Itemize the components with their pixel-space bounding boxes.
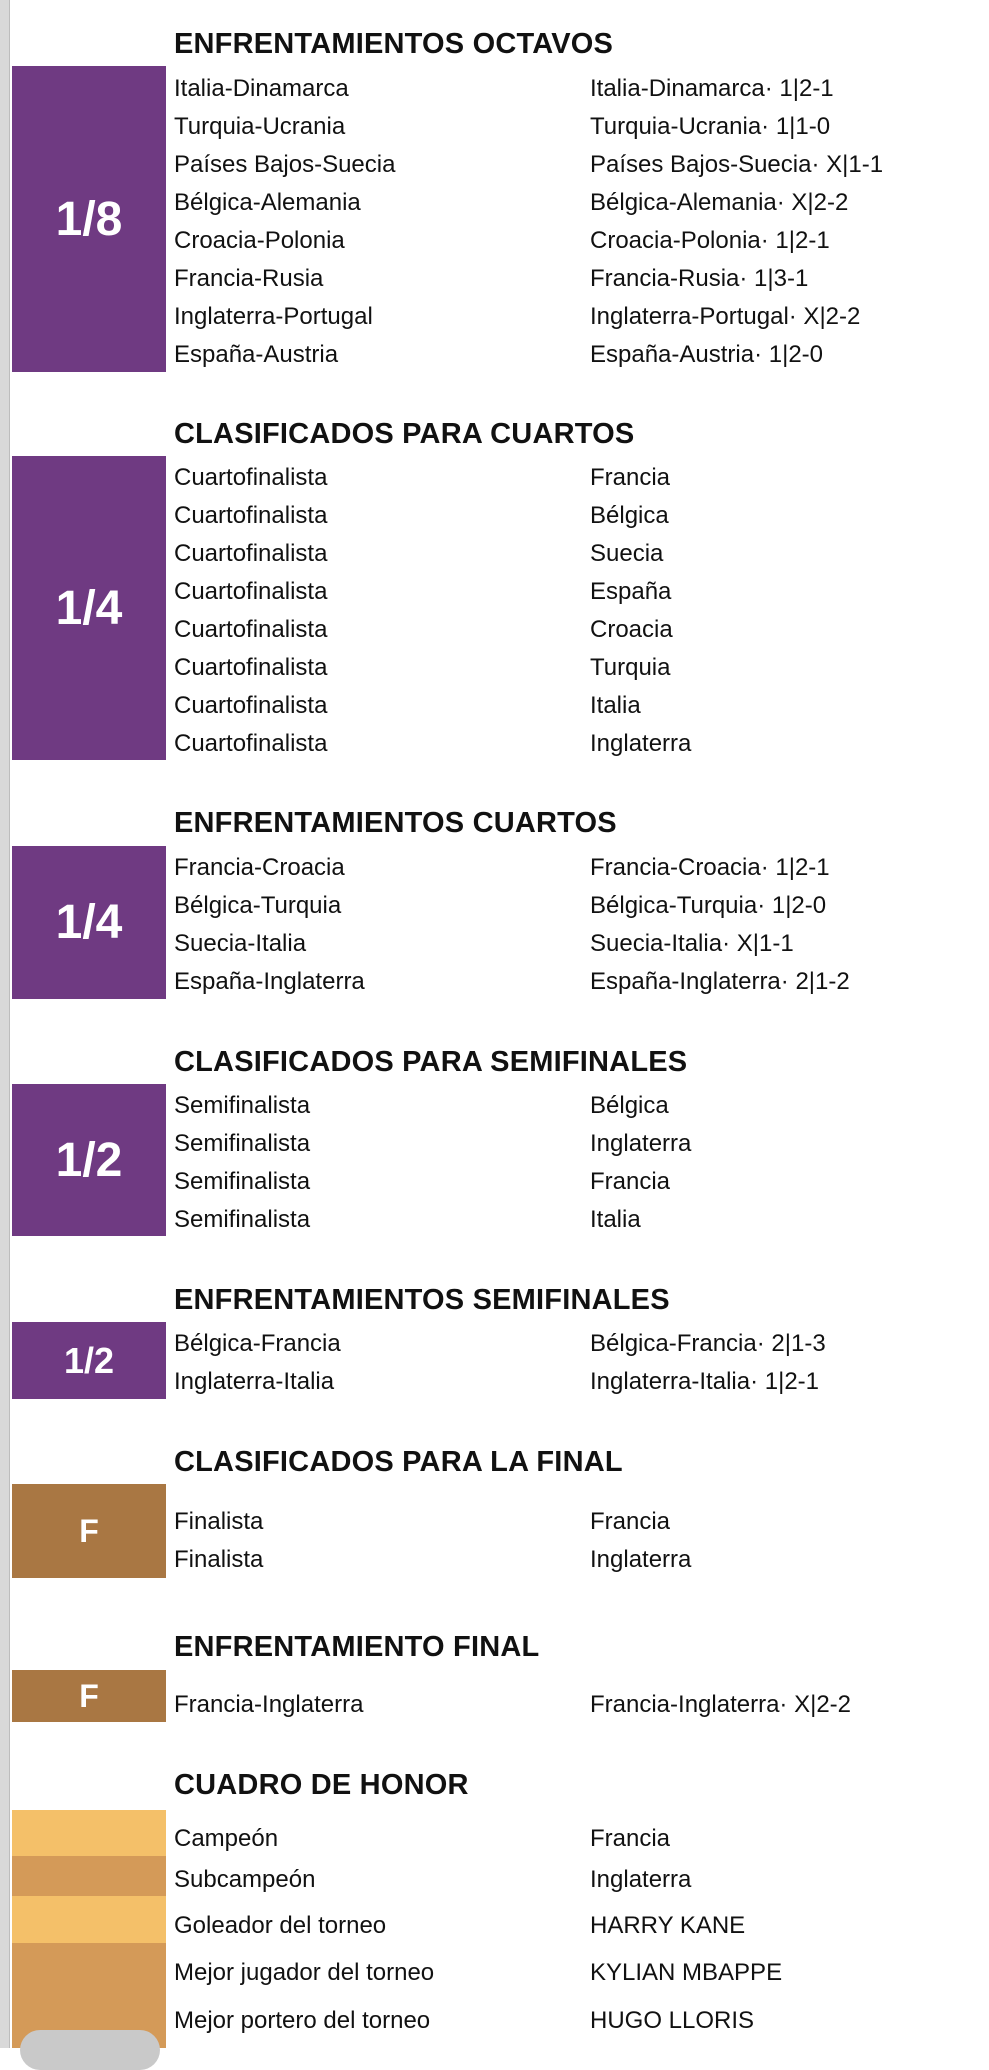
- table-row[interactable]: [174, 1861, 974, 1899]
- table-row[interactable]: [174, 649, 974, 687]
- table-row[interactable]: [174, 925, 974, 963]
- label-cell[interactable]: Semifinalista: [174, 1130, 311, 1157]
- team-cell[interactable]: Francia: [590, 1168, 671, 1195]
- table-row[interactable]: [174, 887, 974, 925]
- value-cell[interactable]: KYLIAN MBAPPE: [590, 1959, 783, 1986]
- table-row[interactable]: [174, 184, 974, 222]
- label-cell[interactable]: Semifinalista: [174, 1206, 311, 1233]
- table-row[interactable]: [174, 1125, 974, 1163]
- match-cell[interactable]: España-Inglaterra: [174, 968, 365, 995]
- section-title-cuadro-honor: CUADRO DE HONOR: [174, 1769, 469, 1801]
- table-row[interactable]: [174, 687, 974, 725]
- team-cell[interactable]: Bélgica: [590, 502, 669, 529]
- value-cell[interactable]: Francia: [590, 1825, 671, 1852]
- round-badge-cuartos-matches: 1/4: [12, 846, 166, 999]
- result-cell[interactable]: Francia-Rusia· 1|3-1: [590, 265, 809, 292]
- result-cell[interactable]: Bélgica-Turquia· 1|2-0: [590, 892, 827, 919]
- table-row[interactable]: [174, 336, 974, 374]
- match-cell[interactable]: Inglaterra-Italia: [174, 1368, 335, 1395]
- section-title-enfrentamientos-semifinales: ENFRENTAMIENTOS SEMIFINALES: [174, 1284, 670, 1316]
- table-row[interactable]: [174, 963, 974, 1001]
- label-cell[interactable]: Cuartofinalista: [174, 616, 328, 643]
- result-cell[interactable]: Francia-Croacia· 1|2-1: [590, 854, 830, 881]
- round-badge-semifinales: 1/2: [12, 1084, 166, 1236]
- table-row[interactable]: [174, 1541, 974, 1579]
- value-cell[interactable]: HARRY KANE: [590, 1912, 746, 1939]
- table-row[interactable]: [174, 298, 974, 336]
- result-cell[interactable]: Bélgica-Alemania· X|2-2: [590, 189, 849, 216]
- section-title-clasificados-final: CLASIFICADOS PARA LA FINAL: [174, 1446, 623, 1478]
- team-cell[interactable]: Italia: [590, 692, 641, 719]
- section-title-octavos: ENFRENTAMIENTOS OCTAVOS: [174, 28, 614, 60]
- honor-color-campeon: [12, 1810, 166, 1856]
- section-title-enfrentamiento-final: ENFRENTAMIENTO FINAL: [174, 1631, 540, 1663]
- result-cell[interactable]: Bélgica-Francia· 2|1-3: [590, 1330, 826, 1357]
- label-cell[interactable]: Cuartofinalista: [174, 692, 328, 719]
- table-row[interactable]: [174, 222, 974, 260]
- result-cell[interactable]: Turquia-Ucrania· 1|1-0: [590, 113, 831, 140]
- section-title-clasificados-cuartos: CLASIFICADOS PARA CUARTOS: [174, 418, 635, 450]
- table-row[interactable]: [174, 1325, 974, 1363]
- label-cell[interactable]: Cuartofinalista: [174, 464, 328, 491]
- label-cell[interactable]: Cuartofinalista: [174, 502, 328, 529]
- result-cell[interactable]: Francia-Inglaterra· X|2-2: [590, 1691, 851, 1718]
- table-row[interactable]: [174, 108, 974, 146]
- table-row[interactable]: [174, 2002, 974, 2040]
- scroll-handle[interactable]: [20, 2030, 160, 2070]
- team-cell[interactable]: Francia: [590, 464, 671, 491]
- label-cell[interactable]: Finalista: [174, 1508, 264, 1535]
- result-cell[interactable]: Croacia-Polonia· 1|2-1: [590, 227, 830, 254]
- table-row[interactable]: [174, 725, 974, 763]
- team-cell[interactable]: Suecia: [590, 540, 664, 567]
- match-cell[interactable]: Francia-Inglaterra: [174, 1691, 364, 1718]
- team-cell[interactable]: Bélgica: [590, 1092, 669, 1119]
- round-badge-octavos: 1/8: [12, 66, 166, 372]
- table-row[interactable]: [174, 573, 974, 611]
- table-row[interactable]: [174, 849, 974, 887]
- label-cell[interactable]: Mejor jugador del torneo: [174, 1959, 435, 1986]
- match-cell[interactable]: España-Austria: [174, 341, 339, 368]
- team-cell[interactable]: Italia: [590, 1206, 641, 1233]
- team-cell[interactable]: Inglaterra: [590, 730, 692, 757]
- value-cell[interactable]: Inglaterra: [590, 1866, 692, 1893]
- label-cell[interactable]: Semifinalista: [174, 1092, 311, 1119]
- table-row[interactable]: [174, 1163, 974, 1201]
- team-cell[interactable]: España: [590, 578, 672, 605]
- match-cell[interactable]: Italia-Dinamarca: [174, 75, 349, 102]
- honor-color-goleador: [12, 1896, 166, 1943]
- label-cell[interactable]: Semifinalista: [174, 1168, 311, 1195]
- team-cell[interactable]: Turquia: [590, 654, 671, 681]
- match-cell[interactable]: Turquia-Ucrania: [174, 113, 346, 140]
- table-row[interactable]: [174, 1201, 974, 1239]
- table-row[interactable]: [174, 1087, 974, 1125]
- table-row[interactable]: [174, 459, 974, 497]
- section-title-clasificados-semifinales: CLASIFICADOS PARA SEMIFINALES: [174, 1046, 688, 1078]
- round-badge-semifinales-matches: 1/2: [12, 1322, 166, 1399]
- result-cell[interactable]: Inglaterra-Italia· 1|2-1: [590, 1368, 820, 1395]
- table-row[interactable]: [174, 535, 974, 573]
- team-cell[interactable]: Francia: [590, 1508, 671, 1535]
- table-row[interactable]: [174, 260, 974, 298]
- label-cell[interactable]: Cuartofinalista: [174, 578, 328, 605]
- table-row[interactable]: [174, 146, 974, 184]
- table-row[interactable]: [174, 1363, 974, 1401]
- table-row[interactable]: [174, 1503, 974, 1541]
- match-cell[interactable]: Países Bajos-Suecia: [174, 151, 396, 178]
- match-cell[interactable]: Croacia-Polonia: [174, 227, 345, 254]
- honor-color-subcampeon: [12, 1856, 166, 1896]
- match-cell[interactable]: Francia-Croacia: [174, 854, 345, 881]
- result-cell[interactable]: Suecia-Italia· X|1-1: [590, 930, 794, 957]
- match-cell[interactable]: Inglaterra-Portugal: [174, 303, 373, 330]
- label-cell[interactable]: Cuartofinalista: [174, 540, 328, 567]
- match-cell[interactable]: Bélgica-Alemania: [174, 189, 361, 216]
- round-badge-cuartos: 1/4: [12, 456, 166, 760]
- label-cell[interactable]: Campeón: [174, 1825, 279, 1852]
- label-cell[interactable]: Subcampeón: [174, 1866, 316, 1893]
- result-cell[interactable]: España-Inglaterra· 2|1-2: [590, 968, 850, 995]
- result-cell[interactable]: Inglaterra-Portugal· X|2-2: [590, 303, 861, 330]
- section-title-enfrentamientos-cuartos: ENFRENTAMIENTOS CUARTOS: [174, 807, 617, 839]
- label-cell[interactable]: Cuartofinalista: [174, 730, 328, 757]
- table-row[interactable]: [174, 1686, 974, 1724]
- round-badge-final-match: F: [12, 1670, 166, 1722]
- match-cell[interactable]: Bélgica-Francia: [174, 1330, 341, 1357]
- table-row[interactable]: [174, 1954, 974, 1992]
- round-badge-final: F: [12, 1484, 166, 1578]
- table-row[interactable]: [174, 1907, 974, 1945]
- team-cell[interactable]: Croacia: [590, 616, 673, 643]
- sheet-gutter-border: [9, 0, 10, 2048]
- sheet-left-gutter: [0, 0, 9, 2048]
- result-cell[interactable]: España-Austria· 1|2-0: [590, 341, 824, 368]
- value-cell[interactable]: HUGO LLORIS: [590, 2007, 755, 2034]
- table-row[interactable]: [174, 611, 974, 649]
- table-row[interactable]: [174, 1820, 974, 1858]
- table-row[interactable]: [174, 70, 974, 108]
- result-cell[interactable]: Italia-Dinamarca· 1|2-1: [590, 75, 834, 102]
- team-cell[interactable]: Inglaterra: [590, 1130, 692, 1157]
- label-cell[interactable]: Goleador del torneo: [174, 1912, 387, 1939]
- match-cell[interactable]: Bélgica-Turquia: [174, 892, 342, 919]
- match-cell[interactable]: Francia-Rusia: [174, 265, 324, 292]
- match-cell[interactable]: Suecia-Italia: [174, 930, 307, 957]
- label-cell[interactable]: Finalista: [174, 1546, 264, 1573]
- result-cell[interactable]: Países Bajos-Suecia· X|1-1: [590, 151, 884, 178]
- table-row[interactable]: [174, 497, 974, 535]
- team-cell[interactable]: Inglaterra: [590, 1546, 692, 1573]
- label-cell[interactable]: Mejor portero del torneo: [174, 2007, 431, 2034]
- label-cell[interactable]: Cuartofinalista: [174, 654, 328, 681]
